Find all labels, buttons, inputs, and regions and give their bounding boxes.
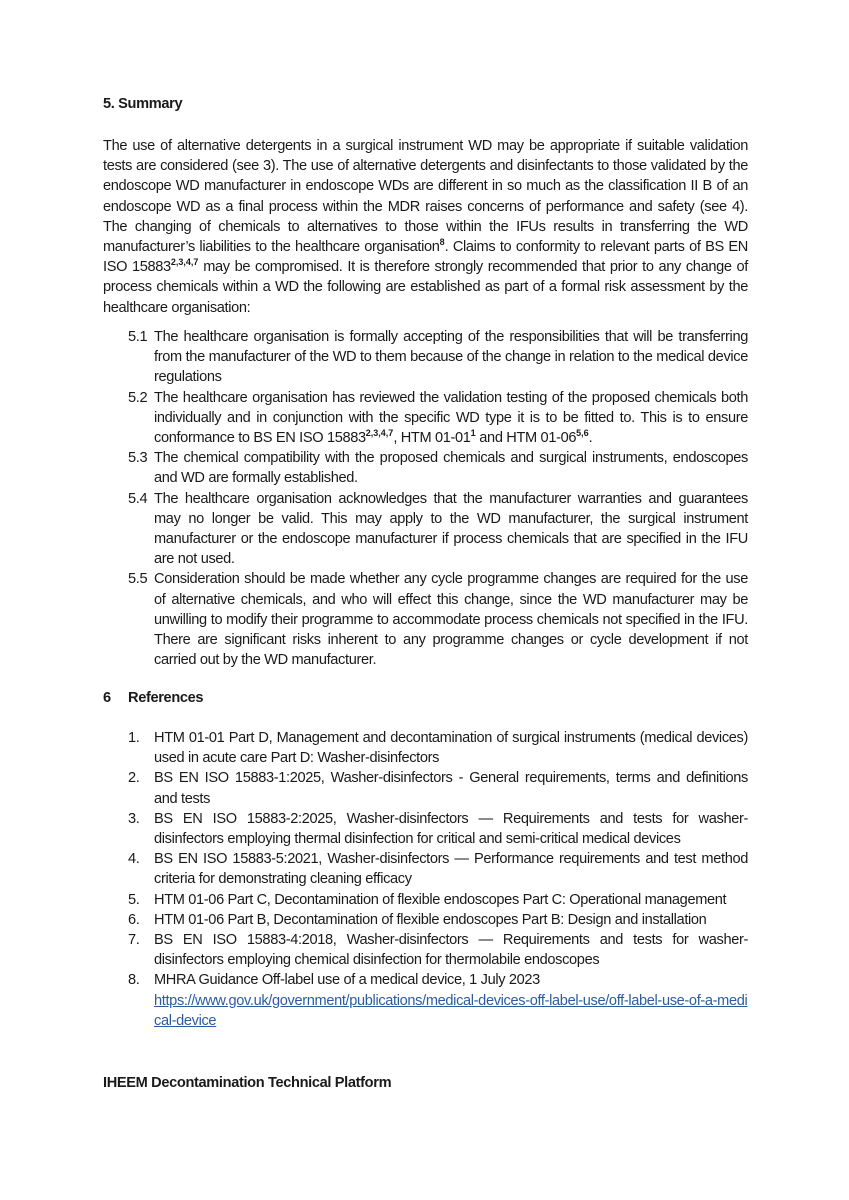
summary-item-number: 5.1 — [128, 329, 148, 345]
summary-item — [128, 388, 748, 449]
item-5-2-sup-2: 1 — [470, 428, 476, 439]
references-list — [128, 728, 748, 1031]
reference-item — [128, 970, 748, 1031]
summary-text-2: . Claims to conformity to relevant parts of BS EN ISO 15883 — [103, 239, 748, 276]
reference-item — [128, 930, 748, 970]
summary-paragraph — [103, 136, 748, 318]
summary-list — [128, 327, 748, 670]
reference-8-link[interactable]: https://www.gov.uk/government/publications/medical-devices-off-label-use/off-label-use-of-a-medical-device — [154, 992, 748, 1029]
reference-item — [128, 768, 748, 808]
item-5-2-text-1: The healthcare organisation has reviewed the validation testing of the proposed chemicals both individually and in conjunction with the specific WD type it is to be fitted to. This is to ensure conformance to BS EN ISO 15883 — [154, 389, 748, 447]
reference-number: 1. — [128, 730, 140, 746]
summary-item-text: Consideration should be made whether any cycle programme changes are required for the use of alternative chemicals, and who will effect this change, since the WD manufacturer may be unwilling to modify their programme to accommodate process chemicals not specified in the IFU. There are significant risks inherent to any programme changes or cycle development if not carried out by the WD manufacturer. — [154, 571, 748, 669]
reference-number: 2. — [128, 770, 140, 787]
summary-paragraph-block — [103, 136, 748, 318]
summary-item — [128, 489, 748, 570]
reference-number: 6. — [128, 911, 140, 928]
summary-item — [128, 569, 748, 670]
summary-item-text: The healthcare organisation acknowledges that the manufacturer warranties and guarantees may no longer be valid. This may apply to the WD manufacturer, the surgical instrument manufacturer or the endoscope manufacturer if process chemicals that are specified in the IFU are not used. — [154, 490, 748, 568]
summary-item-number: 5.2 — [128, 389, 148, 406]
reference-text: HTM 01-06 Part B, Decontamination of flexible endoscopes Part B: Design and installation — [154, 911, 707, 928]
item-5-2-text-3: and HTM 01-06 — [475, 430, 577, 447]
reference-number: 5. — [128, 891, 140, 908]
item-5-2-text-4: . — [588, 430, 593, 447]
item-5-2-sup-3: 5,6 — [576, 428, 589, 439]
summary-sup-2: 2,3,4,7 — [170, 257, 199, 268]
references-heading-text: References — [128, 690, 204, 706]
references-heading — [103, 688, 748, 708]
summary-item-text — [154, 388, 748, 449]
summary-heading: 5. Summary — [103, 96, 183, 112]
summary-item-number: 5.5 — [128, 571, 148, 588]
reference-text: HTM 01-06 Part C, Decontamination of flexible endoscopes Part C: Operational management — [154, 891, 727, 908]
summary-text-1: The use of alternative detergents in a surgical instrument WD may be appropriate if suitable validation tests are considered (see 3). The use of alternative detergents and disinfectants to those validated by the endoscope WD manufacturer in endoscope WDs are different in so much as the classification II B of an endoscope WD as a final process within the MDR raises concerns of performance and safety (see 4). The changing of chemicals to alternatives to those within the IFUs results in transferring the WD manufacturer’s liabilities to the healthcare organisation — [103, 138, 748, 256]
summary-item — [128, 448, 748, 488]
reference-item — [128, 728, 748, 768]
item-5-2-sup-1: 2,3,4,7 — [365, 428, 394, 439]
summary-item-text: The healthcare organisation is formally accepting of the responsibilities that will be transferring from the manufacturer of the WD to them because of the change in relation to the medical device regulations — [154, 329, 748, 386]
summary-item — [128, 327, 748, 388]
reference-item — [128, 809, 748, 849]
reference-item — [128, 910, 748, 930]
references-section — [103, 688, 748, 708]
reference-item — [128, 849, 748, 889]
reference-number: 4. — [128, 851, 140, 868]
reference-text: BS EN ISO 15883-5:2021, Washer-disinfectors — Performance requirements and test method criteria for demonstrating cleaning efficacy — [154, 851, 748, 888]
reference-text: HTM 01-01 Part D, Management and decontamination of surgical instruments (medical devices) used in acute care Part D: Washer-disinfectors — [154, 730, 748, 767]
item-5-2-text-2: , HTM 01-01 — [393, 430, 471, 447]
references-heading-number: 6 — [103, 690, 111, 706]
reference-number: 8. — [128, 972, 140, 989]
footer-platform-name: IHEEM Decontamination Technical Platform — [103, 1075, 392, 1091]
reference-8-text: MHRA Guidance Off-label use of a medical device, 1 July 2023 — [154, 972, 540, 989]
summary-item-number: 5.4 — [128, 490, 148, 507]
summary-item-number: 5.3 — [128, 450, 148, 467]
reference-number: 3. — [128, 810, 140, 827]
summary-sup-1: 8 — [439, 237, 445, 248]
reference-text: BS EN ISO 15883-2:2025, Washer-disinfectors — Requirements and tests for washer-disinfectors employing thermal disinfection for critical and semi-critical medical devices — [154, 810, 748, 848]
summary-section — [103, 94, 748, 114]
reference-text — [154, 970, 748, 1031]
reference-item — [128, 890, 748, 910]
reference-text: BS EN ISO 15883-4:2018, Washer-disinfectors — Requirements and tests for washer-disinfectors employing chemical disinfection for thermolabile endoscopes — [154, 932, 748, 969]
reference-number: 7. — [128, 932, 140, 949]
summary-text-3: may be compromised. It is therefore strongly recommended that prior to any change of process chemicals within a WD the following are established as part of a formal risk assessment by the healthcare organisation: — [103, 259, 748, 316]
summary-item-text: The chemical compatibility with the proposed chemicals and surgical instruments, endoscopes and WD are formally established. — [154, 450, 748, 487]
reference-text: BS EN ISO 15883-1:2025, Washer-disinfectors - General requirements, terms and definitions and tests — [154, 770, 748, 807]
